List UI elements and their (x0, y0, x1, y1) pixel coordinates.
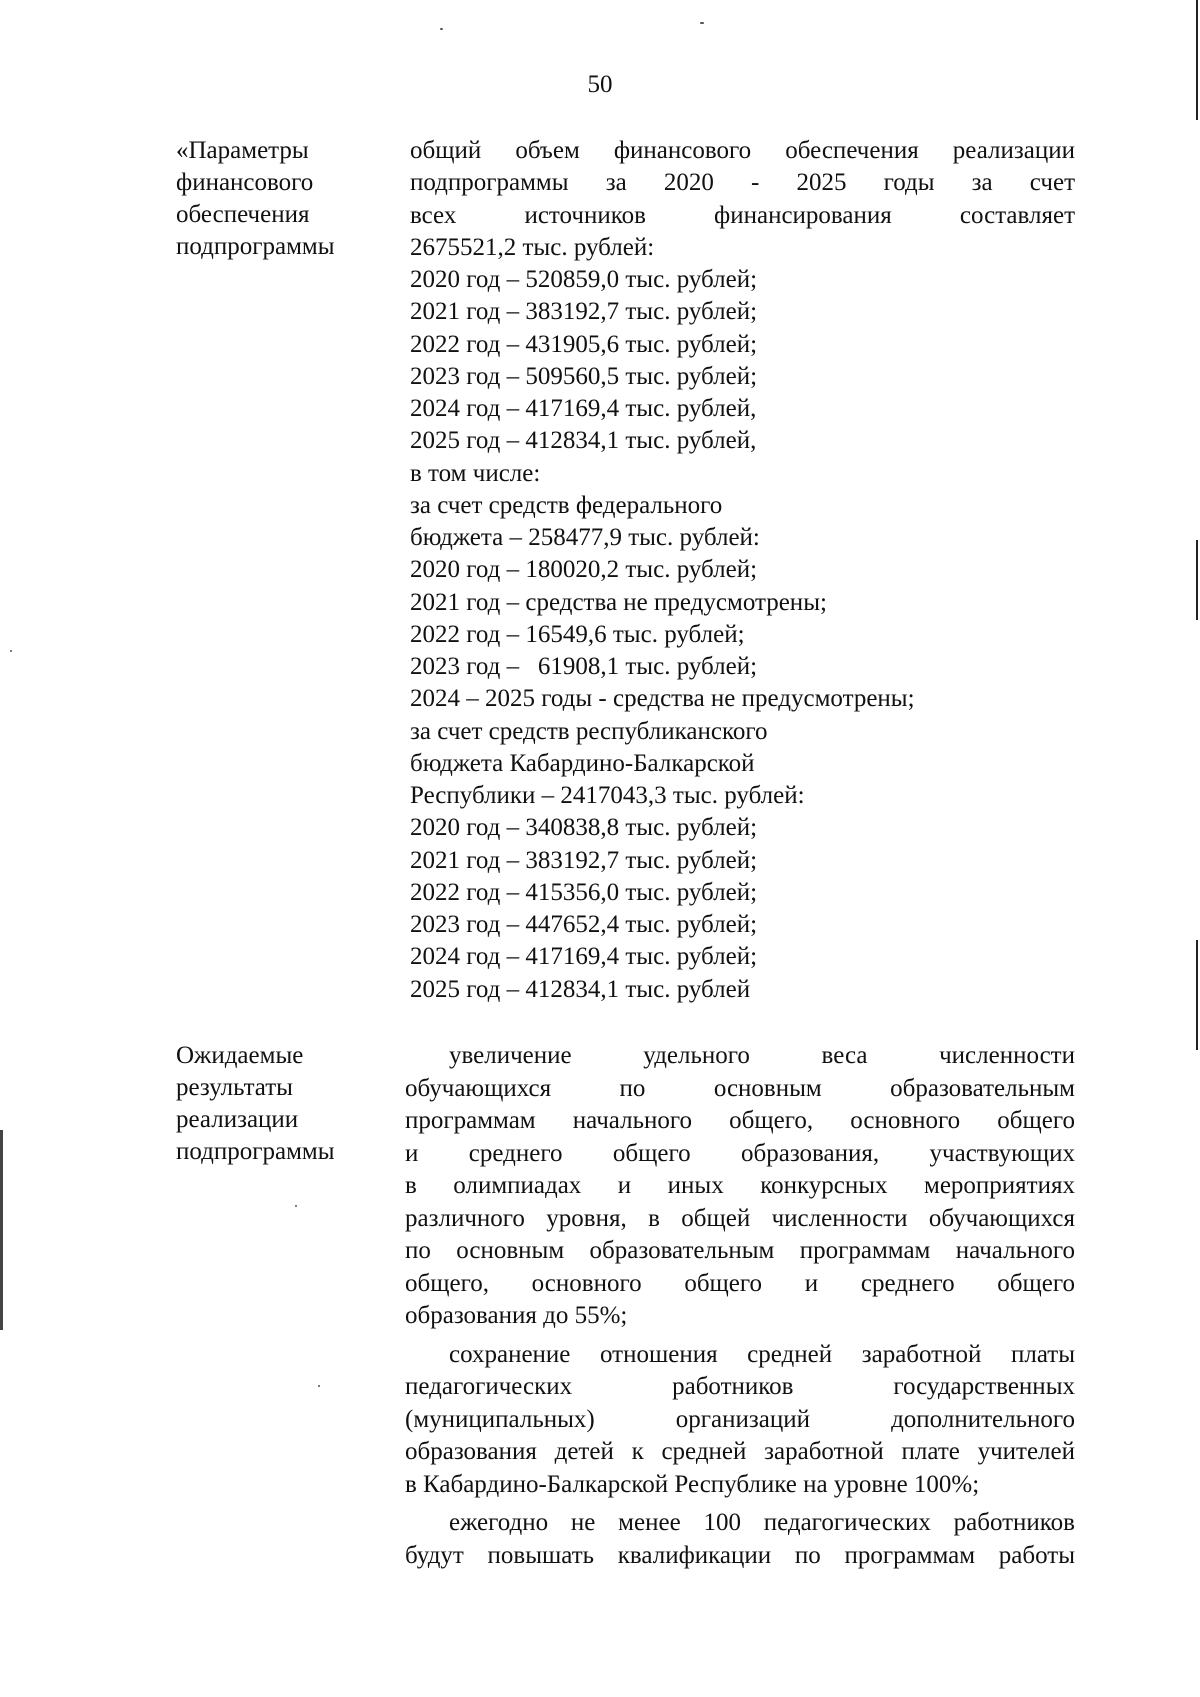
scan-speck (318, 1385, 320, 1387)
financing-line: 2023 год – 61908,1 тыс. рублей; (410, 653, 758, 680)
scan-edge-left (0, 1130, 3, 1330)
financing-label-line: финансового (176, 169, 314, 196)
scan-speck (700, 22, 704, 24)
scan-edge-right-low (1196, 940, 1198, 1050)
results-line: обучающихся по основным образовательным (405, 1074, 1075, 1102)
financing-line: 2022 год – 431905,6 тыс. рублей; (410, 330, 758, 358)
results-label-line: подпрограммы (176, 1138, 335, 1165)
financing-label (176, 135, 376, 263)
results-line: сохранение отношения средней заработной платы (449, 1340, 1075, 1368)
financing-line: 2021 год – 383192,7 тыс. рублей; (410, 298, 758, 326)
financing-intro-line: общий объем финансового обеспечения реализации (410, 137, 1075, 164)
financing-content (410, 135, 1075, 1006)
financing-line: 2675521,2 тыс. рублей: (410, 233, 655, 261)
financing-line: 2024 год – 417169,4 тыс. рублей, (410, 395, 757, 422)
scan-speck (10, 650, 12, 652)
financing-line: в том числе: (410, 459, 541, 487)
scan-speck (295, 1205, 297, 1207)
results-paragraph (405, 1339, 1075, 1502)
results-line: общего, основного общего и среднего общего (405, 1269, 1075, 1297)
results-line: и среднего общего образования, участвующих (405, 1139, 1075, 1167)
results-line: в олимпиадах и иных конкурсных мероприятиях (405, 1172, 1075, 1199)
results-line: увеличение удельного веса численности (449, 1042, 1075, 1069)
results-line: программам начального общего, основного общего (405, 1107, 1075, 1134)
financing-intro-line: всех источников финансирования составляет (410, 201, 1075, 229)
financing-line: бюджета Кабардино-Балкарской (410, 749, 755, 777)
results-content (405, 1040, 1075, 1578)
financing-line: 2024 год – 417169,4 тыс. рублей; (410, 943, 758, 971)
financing-line: Республики – 2417043,3 тыс. рублей: (410, 782, 805, 809)
results-paragraph (405, 1507, 1075, 1572)
financing-intro-line: подпрограммы за 2020 - 2025 годы за счет (410, 169, 1075, 197)
financing-line: 2023 год – 447652,4 тыс. рублей; (410, 911, 758, 938)
financing-label-line: обеспечения (176, 201, 310, 228)
financing-line: 2021 год – средства не предусмотрены; (410, 588, 827, 616)
financing-label-line: подпрограммы (176, 233, 335, 260)
results-line: (муниципальных) организаций дополнительного (405, 1405, 1075, 1433)
financing-line: 2020 год – 180020,2 тыс. рублей; (410, 556, 758, 584)
financing-line: 2025 год – 412834,1 тыс. рублей, (410, 427, 757, 455)
financing-line: 2022 год – 16549,6 тыс. рублей; (410, 620, 745, 648)
scan-edge-right-top (1196, 0, 1198, 120)
results-label-line: реализации (176, 1106, 299, 1133)
results-line: образования до 55%; (405, 1302, 628, 1329)
results-line: педагогических работников государственных (405, 1373, 1075, 1400)
results-label-line: результаты (176, 1074, 293, 1101)
financing-line: 2024 – 2025 годы - средства не предусмотрены; (410, 685, 915, 713)
results-label-line: Ожидаемые (176, 1042, 304, 1069)
financing-line: за счет средств республиканского (410, 717, 768, 745)
financing-label-line: «Параметры (176, 137, 309, 164)
results-line: в Кабардино-Балкарской Республике на уровне 100%; (405, 1470, 980, 1498)
financing-line: 2025 год – 412834,1 тыс. рублей (410, 975, 751, 1003)
financing-line: 2020 год – 340838,8 тыс. рублей; (410, 814, 758, 842)
financing-line: 2022 год – 415356,0 тыс. рублей; (410, 878, 758, 906)
financing-line: 2021 год – 383192,7 тыс. рублей; (410, 846, 758, 874)
financing-line: 2023 год – 509560,5 тыс. рублей; (410, 362, 758, 390)
results-line: образования детей к средней заработной плате учителей (405, 1438, 1075, 1465)
results-line: ежегодно не менее 100 педагогических работников (449, 1509, 1075, 1536)
page-number: 50 (587, 71, 613, 98)
scan-edge-right-mid (1196, 540, 1198, 620)
results-line: будут повышать квалификации по программам работы (405, 1541, 1075, 1569)
results-paragraph (405, 1040, 1075, 1333)
results-label (176, 1040, 376, 1168)
financing-line: за счет средств федерального (410, 491, 723, 519)
scan-speck (440, 28, 443, 30)
results-line: по основным образовательным программам начального (405, 1237, 1075, 1264)
financing-line: 2020 год – 520859,0 тыс. рублей; (410, 266, 758, 293)
financing-line: бюджета – 258477,9 тыс. рублей: (410, 524, 760, 551)
results-line: различного уровня, в общей численности обучающихся (405, 1204, 1075, 1232)
